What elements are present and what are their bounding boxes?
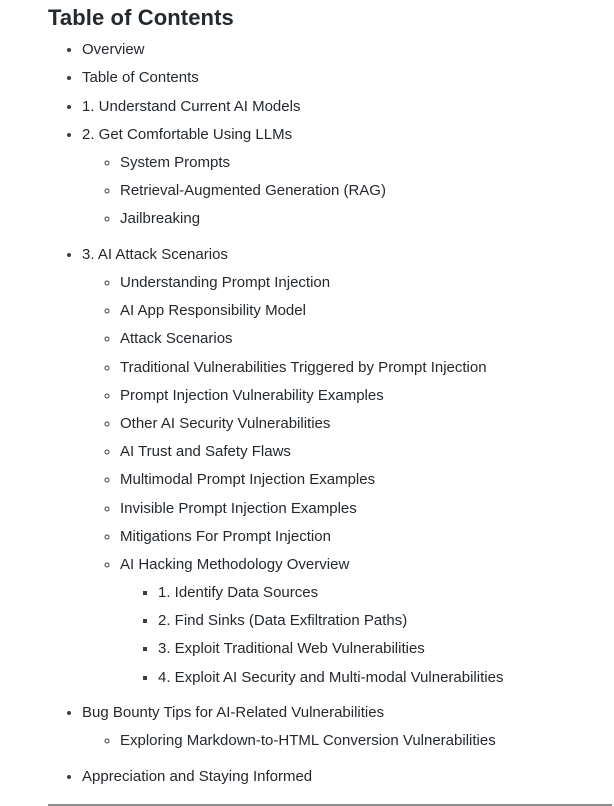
toc-item-understand-current-ai-models[interactable] <box>82 96 612 117</box>
toc-item-table-of-contents[interactable] <box>82 67 612 88</box>
toc-entry-label: 3. Exploit Traditional Web Vulnerabilities <box>158 640 425 658</box>
toc-item-mitigations-for-prompt-injection[interactable] <box>120 526 612 547</box>
toc-item-bug-bounty-tips[interactable] <box>82 702 612 751</box>
toc-entry-label: Retrieval-Augmented Generation (RAG) <box>120 182 386 200</box>
toc-entry-label: 1. Identify Data Sources <box>158 584 319 602</box>
toc-entry-label: Invisible Prompt Injection Examples <box>120 499 357 517</box>
toc-item-identify-data-sources[interactable] <box>158 582 612 603</box>
toc-sublist <box>82 730 612 751</box>
toc-item-get-comfortable-using-llms[interactable] <box>82 124 612 230</box>
toc-entry-label: Exploring Markdown-to-HTML Conversion Vulnerabilities <box>120 732 496 750</box>
toc-entry-label: AI App Responsibility Model <box>120 302 306 320</box>
toc-item-prompt-injection-vulnerability-examples[interactable] <box>120 385 612 406</box>
toc-entry-label: 2. Get Comfortable Using LLMs <box>82 125 293 143</box>
toc-item-exploit-traditional-web-vulnerabilities[interactable] <box>158 638 612 659</box>
toc-entry-label: 2. Find Sinks (Data Exfiltration Paths) <box>158 612 408 630</box>
toc-entry-label: Mitigations For Prompt Injection <box>120 527 331 545</box>
toc-entry-label: Overview <box>82 41 145 59</box>
toc-item-ai-app-responsibility-model[interactable] <box>120 300 612 321</box>
toc-entry-label: 1. Understand Current AI Models <box>82 97 301 115</box>
toc-item-overview[interactable] <box>82 39 612 60</box>
toc-entry-label: Appreciation and Staying Informed <box>82 767 313 785</box>
toc-sublist <box>82 272 612 688</box>
toc-item-understanding-prompt-injection[interactable] <box>120 272 612 293</box>
toc-item-appreciation-and-staying-informed[interactable] <box>82 766 612 787</box>
toc-item-ai-trust-and-safety-flaws[interactable] <box>120 441 612 462</box>
toc-entry-label: Multimodal Prompt Injection Examples <box>120 471 376 489</box>
toc-entry-label: Jailbreaking <box>120 210 201 228</box>
toc-sublist <box>120 582 612 688</box>
toc-entry-label: AI Trust and Safety Flaws <box>120 443 291 461</box>
toc-item-attack-scenarios[interactable] <box>120 328 612 349</box>
toc-item-retrieval-augmented-generation[interactable] <box>120 180 612 201</box>
toc-item-multimodal-prompt-injection-examples[interactable] <box>120 469 612 490</box>
toc-entry-label: Prompt Injection Vulnerability Examples <box>120 386 384 404</box>
toc-sublist <box>82 152 612 229</box>
toc-item-traditional-vulnerabilities-triggered[interactable] <box>120 357 612 378</box>
toc-entry-label: Other AI Security Vulnerabilities <box>120 414 331 432</box>
toc-item-invisible-prompt-injection-examples[interactable] <box>120 498 612 519</box>
toc-item-ai-attack-scenarios[interactable] <box>82 244 612 688</box>
toc-item-find-sinks[interactable] <box>158 610 612 631</box>
toc-entry-label: Understanding Prompt Injection <box>120 274 331 291</box>
toc-entry-label: 4. Exploit AI Security and Multi-modal Vulnerabilities <box>158 668 504 686</box>
toc-entry-label: Traditional Vulnerabilities Triggered by Prompt Injection <box>120 358 487 376</box>
toc-item-exploring-markdown-to-html[interactable] <box>120 730 612 751</box>
toc-entry-label: Attack Scenarios <box>120 330 233 348</box>
toc-entry-label: Table of Contents <box>82 69 199 87</box>
toc-item-jailbreaking[interactable] <box>120 208 612 229</box>
toc-entry-label: System Prompts <box>120 153 231 171</box>
toc-entry-label: Bug Bounty Tips for AI-Related Vulnerabilities <box>82 704 385 722</box>
toc-entry-label: 3. AI Attack Scenarios <box>82 245 228 263</box>
toc-item-other-ai-security-vulnerabilities[interactable] <box>120 413 612 434</box>
toc-item-ai-hacking-methodology-overview[interactable] <box>120 554 612 688</box>
toc-item-system-prompts[interactable] <box>120 152 612 173</box>
toc-item-exploit-ai-security-multimodal[interactable] <box>158 667 612 688</box>
page-title: Table of Contents <box>48 5 234 30</box>
toc-entry-label: AI Hacking Methodology Overview <box>120 555 350 573</box>
toc-list <box>48 39 612 787</box>
